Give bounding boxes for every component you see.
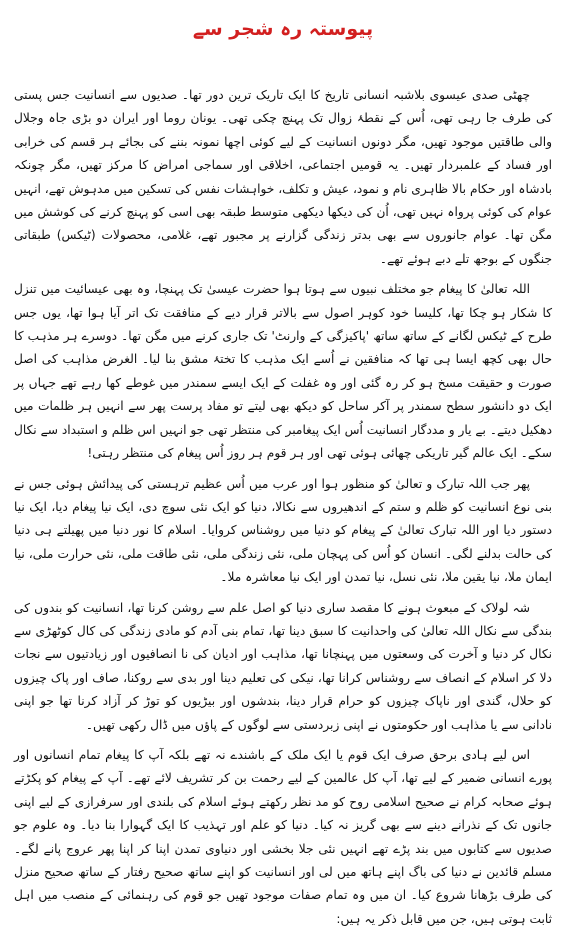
paragraph-4: شہ لولاک کے مبعوث ہونے کا مقصد ساری دنیا کو اصل علم سے روشن کرنا تھا، انسانیت کو بندوں کی بندگی سے نکال اللہ تعالیٰ کی واحدانیت کا سبق دینا تھا، تمام بنی آدم کو مادی زندگی کی کال کوٹھڑی سے نکال کر دنیا و آخرت کی وسعتوں میں پہنچانا تھا، مذاہب اور ادیان کی نا انصافیوں اور زیادتیوں سے نجات دلا کر اسلام کے انصاف سے روشناس کرانا تھا، نیکی کی تعلیم دینا اور بدی سے روکنا، صاف اور پاک چیزوں کو حلال، گندی اور ناپاک چیزوں کو حرام قرار دینا، بندشوں اور بیڑیوں کو توڑ کر آزاد کرنا تھا جو اپنی نادانی سے یا مذاہب اور حکومتوں نے اپنی زبردستی سے لوگوں کے پاؤں میں ڈال رکھی تھیں۔ xyxy=(14,600,552,732)
paragraph-2: اللہ تعالیٰ کا پیغام جو مختلف نبیوں سے ہوتا ہوا حضرت عیسیٰ تک پہنچا، وہ بھی عیسائیت میں تنزل کا شکار ہو چکا تھا، کلیسا خود کوہر اصول سے بالاتر قرار دیے کے منافقت تک اتر آیا ہوا تھا، یوں جس طرح کے ٹیکس لگانے کے ساتھ ساتھ 'پاکیزگی کے وارنٹ' تک جاری کرنے میں مگن تھا۔ دوسرے ہر مذہب کا حال بھی کچھ ایسا ہی تھا کہ منافقین نے اُسے ایک مذہب کا تختۂ مشق بنا لیا۔ الغرض مذاہب کی اصل صورت و حقیقت مسخ ہو کر رہ گئی اور وہ غفلت کے ایک ایسے سمندر میں غوطے کھا رہے تھے جہاں پر ایک دو دانشور سطح سمندر پر آکر ساحل کو دیکھ بھی لیتے تو مفاد پرست پھر سے انہیں ہر ظلمات میں دھکیل دیتے۔ بے یار و مددگار انسانیت اُس ایک پیغامبر کی منتظر تھی جو انہیں اس ظلم و استبداد سے نکال سکے۔ ایک عالم گیر تاریکی چھائی ہوئی تھی اور ہر قوم ہر روز اُس پیغام کی منتظر رہتی! xyxy=(14,282,552,461)
paragraph-3: پھر جب اللہ تبارک و تعالیٰ کو منظور ہوا اور عرب میں اُس عظیم ترہستی کی پیدائش ہوئی جس نے بنی نوع انسانیت کو ظلم و ستم کے اندھیروں سے نکالا، دنیا کو ایک نئی سوچ دی، ایک نیا پیغام دیا، ایک نیا دستور دیا اور اللہ تبارک تعالیٰ کے پیغام کو دنیا میں روشناس کروایا۔ اسلام کا نور دنیا میں پھیلتے ہی دنیا کی حالت بدلنے لگی۔ انسان کو اُس کی پہچان ملی، نئی زندگی ملی، نئی طاقت ملی، نئی حرارت ملی، نیا ایمان ملا، نیا یقین ملا، نئی نسل، نیا تمدن اور ایک نیا معاشرہ ملا۔ xyxy=(14,476,552,585)
paragraph-5: اس لیے ہادی برحق صرف ایک قوم یا ایک ملک کے باشندے نہ تھے بلکہ آپ کا پیغام تمام انسانوں اور پورے انسانی ضمیر کے لیے تھا، آپ کل عالمین کے لیے رحمت بن کر تشریف لائے تھے۔ آپ کے پیغام کو پکڑتے ہوئے صحابہ کرام نے صحیح اسلامی روح کو مد نظر رکھتے ہوئے اسلام کی بلندی اور سرفرازی کے لیے اپنی جانوں تک کے نذرانے دینے سے بھی گریز نہ کیا۔ دنیا کو علم اور تہذیب کا ایک گہوارا بنا دیا۔ وہ علوم جو صدیوں سے کتابوں میں بند پڑے تھے انہیں نئی جلا بخشی اور دنیاوی تمدن اپنا کر اپنا پھر عروج پانے لگے۔ مسلم قائدین نے دنیا کی باگ اپنے ہاتھ میں لی اور انسانیت کو اپنے ساتھ صحیح رفتار کے ساتھ صحیح منزل کی طرف بڑھانا شروع کیا۔ ان میں وہ تمام صفات موجود تھیں جو قوم کی رہنمائی کے منصب میں اہل ثابت ہوتی ہیں، جن میں قابل ذکر یہ ہیں: xyxy=(14,747,552,926)
page-title: پیوستہ رہ شجر سے xyxy=(192,18,374,40)
paragraph-1: چھٹی صدی عیسوی بلاشبہ انسانی تاریخ کا ایک تاریک ترین دور تھا۔ صدیوں سے انسانیت جس پستی کی طرف جا رہی تھی، اُس کے نقطۂ زوال تک پہنچ چکی تھی۔ یونان روما اور ایران دو بڑی جاہ وجلال والی طاقتیں موجود تھیں، مگر دونوں انسانیت کے لیے کوئی اچھا نمونہ بننے کی بجائے ہر قسم کی خرابی اور فساد کے علمبردار تھیں۔ یہ قومیں اجتماعی، اخلاقی اور سماجی امراض کا مرکز تھیں، مگر چونکہ بادشاہ اور حکام بالا ظاہری نام و نمود، عیش و تکلف، خواہشات نفس کی تسکین میں مدہوش تھے، انہیں عوام کی کوئی پرواہ نہیں تھی، اُن کی دیکھا دیکھی متوسط طبقہ بھی اسی کو پہنچ کرنے کی کوشش میں مگن تھا۔ عوام جانوروں سے بھی بدتر زندگی گزارنے پر مجبور تھے، غلامی، محصولات (ٹیکس) طبقاتی جنگوں کے بوجھ تلے دبے ہوئے تھے۔ xyxy=(14,88,552,266)
